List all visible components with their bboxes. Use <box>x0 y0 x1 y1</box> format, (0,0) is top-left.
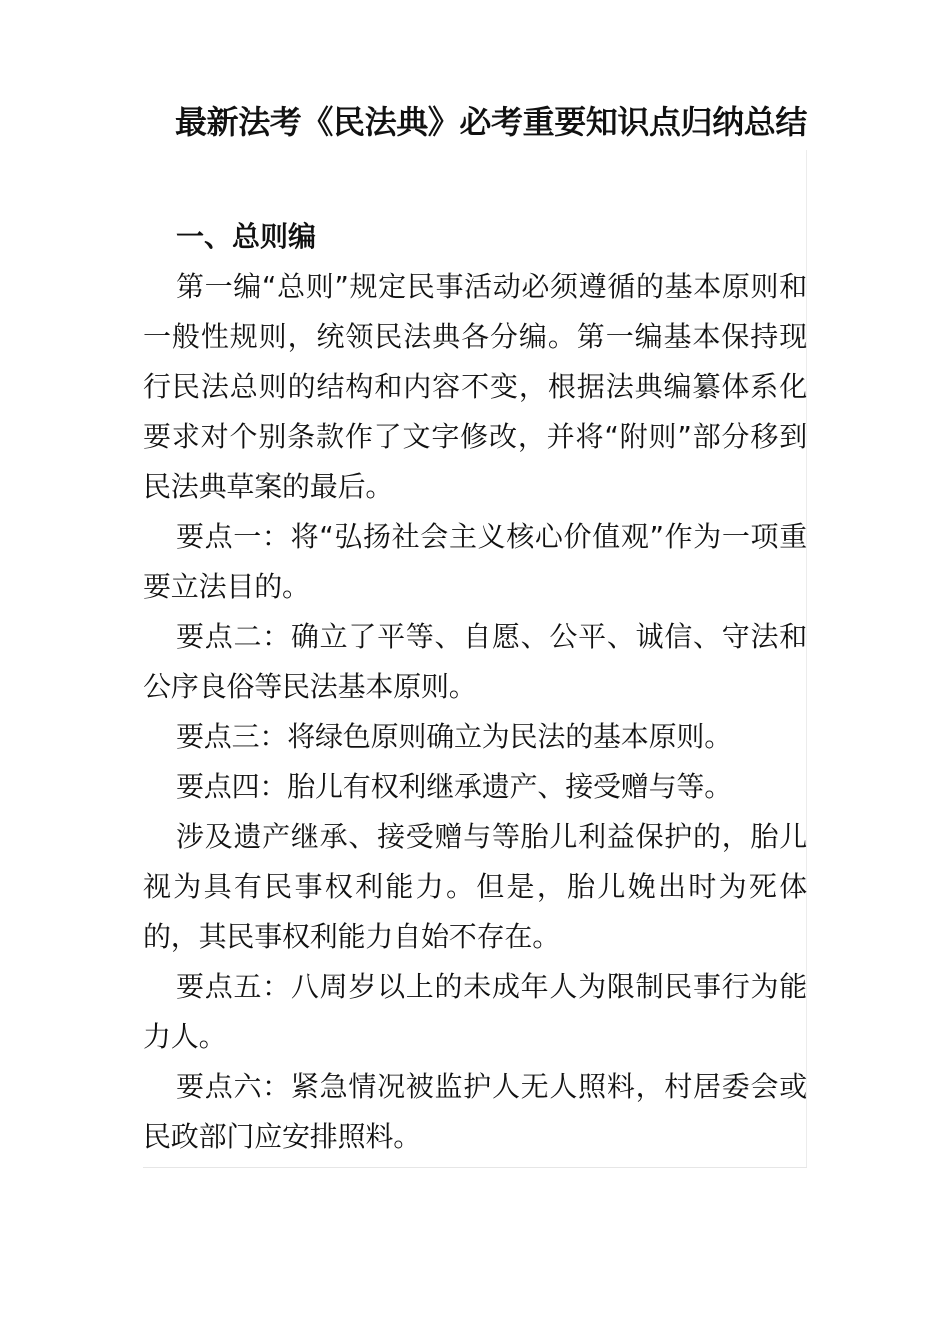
document-title: 最新法考《民法典》必考重要知识点归纳总结 <box>175 103 808 141</box>
paragraph-point-2: 要点二：确立了平等、自愿、公平、诚信、守法和公序良俗等民法基本原则。 <box>143 620 807 703</box>
section-heading: 一、总则编 <box>176 220 317 253</box>
paragraph-point-4-detail: 涉及遗产继承、接受赠与等胎儿利益保护的，胎儿视为具有民事权利能力。但是，胎儿娩出时为死体的，其民事权利能力自始不存在。 <box>143 820 807 953</box>
paragraph-point-6: 要点六：紧急情况被监护人无人照料，村居委会或民政部门应安排照料。 <box>143 1070 807 1153</box>
page-bottom-divider <box>143 1167 807 1168</box>
paragraph-point-4: 要点四：胎儿有权利继承遗产、接受赠与等。 <box>176 770 733 803</box>
paragraph-intro: 第一编“总则”规定民事活动必须遵循的基本原则和一般性规则，统领民法典各分编。第一编基本保持现行民法总则的结构和内容不变，根据法典编纂体系化要求对个别条款作了文字修改，并将“附则”部分移到民法典草案的最后。 <box>143 270 807 503</box>
paragraph-point-5: 要点五：八周岁以上的未成年人为限制民事行为能力人。 <box>143 970 807 1053</box>
paragraph-point-1: 要点一：将“弘扬社会主义核心价值观”作为一项重要立法目的。 <box>143 520 807 603</box>
document-body <box>143 212 807 1162</box>
paragraph-point-3: 要点三：将绿色原则确立为民法的基本原则。 <box>176 720 733 753</box>
